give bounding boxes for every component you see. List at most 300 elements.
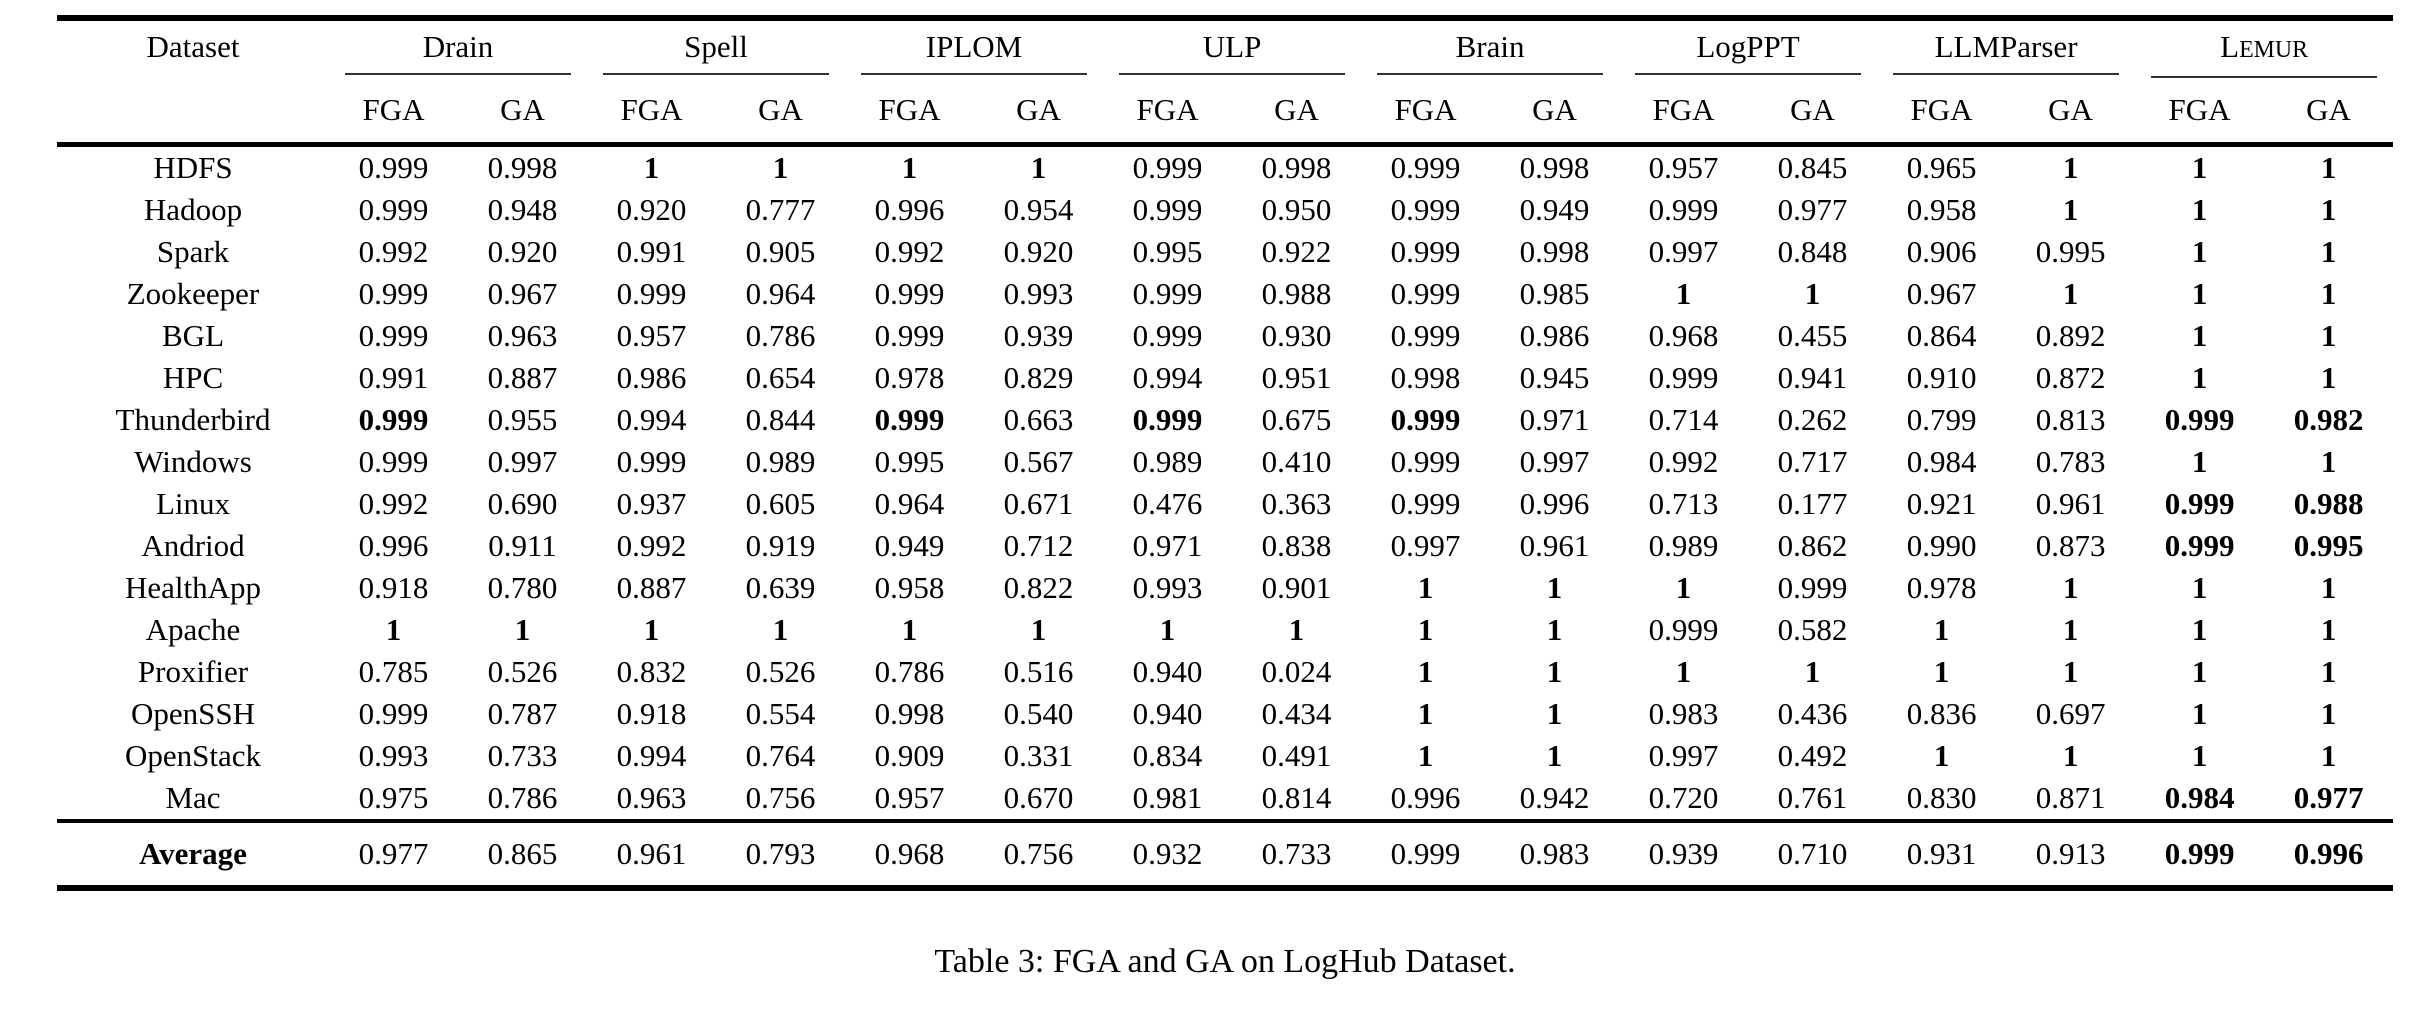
cell-value: 1 bbox=[2062, 570, 2079, 605]
table-container bbox=[57, 15, 2393, 891]
metric-header-drain-ga: GA bbox=[500, 92, 545, 127]
cell-value: 0.710 bbox=[1777, 836, 1848, 871]
cell-value: 1 bbox=[2191, 318, 2208, 353]
group-header-row bbox=[57, 18, 2393, 78]
cell-value: 0.996 bbox=[874, 192, 945, 227]
cell-value: 0.999 bbox=[358, 276, 429, 311]
group-header-llmparser bbox=[1877, 18, 2135, 78]
cell-value: 0.177 bbox=[1777, 486, 1848, 521]
cell-value: 0.786 bbox=[487, 780, 558, 815]
metric-header-brain-fga: FGA bbox=[1394, 92, 1457, 127]
row-label: Spark bbox=[156, 234, 230, 269]
cell-value: 1 bbox=[2191, 360, 2208, 395]
cell-value: 0.989 bbox=[1648, 528, 1719, 563]
table-row-average bbox=[57, 821, 2393, 888]
cell-value: 0.996 bbox=[1390, 780, 1461, 815]
table-row-linux bbox=[57, 483, 2393, 525]
cell-value: 0.995 bbox=[874, 444, 945, 479]
cell-value: 0.997 bbox=[1648, 234, 1719, 269]
cell-value: 1 bbox=[2191, 444, 2208, 479]
cell-value: 0.937 bbox=[616, 486, 687, 521]
table-header bbox=[57, 18, 2393, 145]
cell-value: 0.986 bbox=[616, 360, 687, 395]
group-header-spell bbox=[587, 18, 845, 78]
cell-value: 1 bbox=[514, 612, 531, 647]
cell-value: 1 bbox=[2062, 654, 2079, 689]
cell-value: 1 bbox=[1675, 654, 1692, 689]
cell-value: 0.945 bbox=[1519, 360, 1590, 395]
cell-value: 0.990 bbox=[1906, 528, 1977, 563]
cell-value: 0.957 bbox=[874, 780, 945, 815]
cell-value: 0.845 bbox=[1777, 150, 1848, 185]
cell-value: 0.567 bbox=[1003, 444, 1074, 479]
cell-value: 0.756 bbox=[1003, 836, 1074, 871]
cell-value: 0.993 bbox=[358, 738, 429, 773]
cell-value: 0.983 bbox=[1648, 696, 1719, 731]
cell-value: 1 bbox=[2062, 150, 2079, 185]
cell-value: 0.777 bbox=[745, 192, 816, 227]
metric-header-llmparser-ga: GA bbox=[2048, 92, 2093, 127]
cell-value: 0.989 bbox=[1132, 444, 1203, 479]
cell-value: 1 bbox=[2191, 276, 2208, 311]
cell-value: 0.995 bbox=[2293, 528, 2364, 563]
cell-value: 0.957 bbox=[616, 318, 687, 353]
cell-value: 1 bbox=[2191, 696, 2208, 731]
row-label: Average bbox=[139, 836, 247, 871]
cell-value: 0.476 bbox=[1132, 486, 1203, 521]
cell-value: 1 bbox=[1675, 276, 1692, 311]
cell-value: 0.939 bbox=[1648, 836, 1719, 871]
cell-value: 0.992 bbox=[358, 486, 429, 521]
cell-value: 0.977 bbox=[2293, 780, 2364, 815]
cell-value: 0.822 bbox=[1003, 570, 1074, 605]
col-header-dataset bbox=[57, 18, 329, 145]
cell-value: 0.993 bbox=[1132, 570, 1203, 605]
cell-value: 0.410 bbox=[1261, 444, 1332, 479]
metric-header-ulp-fga: FGA bbox=[1136, 92, 1199, 127]
cell-value: 1 bbox=[2320, 738, 2337, 773]
cell-value: 0.787 bbox=[487, 696, 558, 731]
row-label: HealthApp bbox=[124, 570, 262, 605]
cell-value: 0.712 bbox=[1003, 528, 1074, 563]
metric-header-iplom-ga: GA bbox=[1016, 92, 1061, 127]
cell-value: 1 bbox=[772, 612, 789, 647]
cell-value: 0.999 bbox=[1132, 318, 1203, 353]
cell-value: 0.965 bbox=[1906, 150, 1977, 185]
cell-value: 0.675 bbox=[1261, 402, 1332, 437]
cell-value: 0.985 bbox=[1519, 276, 1590, 311]
table-row-proxifier bbox=[57, 651, 2393, 693]
cell-value: 0.913 bbox=[2035, 836, 2106, 871]
cell-value: 0.982 bbox=[2293, 402, 2364, 437]
cell-value: 0.940 bbox=[1132, 696, 1203, 731]
cell-value: 1 bbox=[2320, 570, 2337, 605]
cell-value: 0.921 bbox=[1906, 486, 1977, 521]
cell-value: 0.799 bbox=[1906, 402, 1977, 437]
cell-value: 0.999 bbox=[1132, 276, 1203, 311]
cell-value: 0.975 bbox=[358, 780, 429, 815]
cell-value: 0.761 bbox=[1777, 780, 1848, 815]
cell-value: 0.540 bbox=[1003, 696, 1074, 731]
cell-value: 0.995 bbox=[1132, 234, 1203, 269]
table-row-spark bbox=[57, 231, 2393, 273]
cell-value: 1 bbox=[2320, 318, 2337, 353]
cell-value: 0.939 bbox=[1003, 318, 1074, 353]
cell-value: 0.911 bbox=[488, 528, 557, 563]
cell-value: 0.955 bbox=[487, 402, 558, 437]
cell-value: 1 bbox=[1159, 612, 1176, 647]
cell-value: 0.830 bbox=[1906, 780, 1977, 815]
cell-value: 0.997 bbox=[1519, 444, 1590, 479]
cell-value: 0.998 bbox=[1390, 360, 1461, 395]
cell-value: 0.971 bbox=[1132, 528, 1203, 563]
cell-value: 0.957 bbox=[1648, 150, 1719, 185]
group-label: Drain bbox=[422, 29, 494, 64]
cell-value: 0.964 bbox=[745, 276, 816, 311]
cell-value: 0.999 bbox=[874, 318, 945, 353]
cell-value: 0.948 bbox=[487, 192, 558, 227]
group-header-lemur bbox=[2135, 18, 2393, 78]
cell-value: 0.984 bbox=[1906, 444, 1977, 479]
cell-value: 1 bbox=[2191, 612, 2208, 647]
cell-value: 0.992 bbox=[616, 528, 687, 563]
row-label: Andriod bbox=[141, 528, 245, 563]
table-row-apache bbox=[57, 609, 2393, 651]
cell-value: 0.999 bbox=[2164, 528, 2235, 563]
cell-value: 0.793 bbox=[745, 836, 816, 871]
cell-value: 0.998 bbox=[1519, 234, 1590, 269]
cell-value: 0.554 bbox=[745, 696, 816, 731]
cell-value: 1 bbox=[2320, 276, 2337, 311]
cell-value: 0.892 bbox=[2035, 318, 2106, 353]
cell-value: 0.997 bbox=[1648, 738, 1719, 773]
table-row-thunderbird bbox=[57, 399, 2393, 441]
cell-value: 1 bbox=[2191, 738, 2208, 773]
cell-value: 0.977 bbox=[358, 836, 429, 871]
cell-value: 0.997 bbox=[487, 444, 558, 479]
metric-header-lemur-ga: GA bbox=[2306, 92, 2351, 127]
cell-value: 0.786 bbox=[745, 318, 816, 353]
table-row-mac bbox=[57, 777, 2393, 821]
cell-value: 0.999 bbox=[358, 444, 429, 479]
cell-value: 0.964 bbox=[874, 486, 945, 521]
cell-value: 1 bbox=[1933, 738, 1950, 773]
cell-value: 0.639 bbox=[745, 570, 816, 605]
cell-value: 0.999 bbox=[1390, 150, 1461, 185]
cell-value: 0.999 bbox=[358, 192, 429, 227]
cell-value: 0.930 bbox=[1261, 318, 1332, 353]
cell-value: 0.994 bbox=[616, 402, 687, 437]
cell-value: 0.999 bbox=[874, 402, 945, 437]
group-header-iplom bbox=[845, 18, 1103, 78]
cell-value: 1 bbox=[901, 612, 918, 647]
table-row-hdfs bbox=[57, 145, 2393, 190]
cell-value: 0.582 bbox=[1777, 612, 1848, 647]
cell-value: 0.605 bbox=[745, 486, 816, 521]
cell-value: 0.993 bbox=[1003, 276, 1074, 311]
cell-value: 0.996 bbox=[358, 528, 429, 563]
cell-value: 0.999 bbox=[616, 276, 687, 311]
cell-value: 0.832 bbox=[616, 654, 687, 689]
cell-value: 0.834 bbox=[1132, 738, 1203, 773]
cell-value: 0.909 bbox=[874, 738, 945, 773]
cell-value: 0.999 bbox=[1132, 402, 1203, 437]
cell-value: 0.922 bbox=[1261, 234, 1332, 269]
cell-value: 0.999 bbox=[358, 402, 429, 437]
cell-value: 0.918 bbox=[358, 570, 429, 605]
cell-value: 0.998 bbox=[1261, 150, 1332, 185]
row-label: HPC bbox=[162, 360, 224, 395]
dataset-header-label: Dataset bbox=[146, 29, 240, 64]
group-underline bbox=[1635, 73, 1861, 75]
cell-value: 0.989 bbox=[745, 444, 816, 479]
cell-value: 0.971 bbox=[1519, 402, 1590, 437]
group-header-ulp bbox=[1103, 18, 1361, 78]
cell-value: 1 bbox=[2320, 360, 2337, 395]
cell-value: 1 bbox=[1417, 570, 1434, 605]
cell-value: 0.363 bbox=[1261, 486, 1332, 521]
row-label: Thunderbird bbox=[115, 402, 271, 437]
cell-value: 1 bbox=[2191, 150, 2208, 185]
cell-value: 1 bbox=[2191, 192, 2208, 227]
cell-value: 1 bbox=[2062, 612, 2079, 647]
group-label: IPLOM bbox=[925, 29, 1023, 64]
cell-value: 0.954 bbox=[1003, 192, 1074, 227]
cell-value: 0.994 bbox=[1132, 360, 1203, 395]
table-row-zookeeper bbox=[57, 273, 2393, 315]
cell-value: 0.491 bbox=[1261, 738, 1332, 773]
group-label: LLMParser bbox=[1934, 29, 2078, 64]
cell-value: 0.436 bbox=[1777, 696, 1848, 731]
cell-value: 0.905 bbox=[745, 234, 816, 269]
cell-value: 0.950 bbox=[1261, 192, 1332, 227]
row-label: Apache bbox=[145, 612, 241, 647]
group-label: LogPPT bbox=[1696, 29, 1800, 64]
cell-value: 0.967 bbox=[487, 276, 558, 311]
cell-value: 0.516 bbox=[1003, 654, 1074, 689]
cell-value: 0.967 bbox=[1906, 276, 1977, 311]
cell-value: 0.864 bbox=[1906, 318, 1977, 353]
cell-value: 0.887 bbox=[616, 570, 687, 605]
cell-value: 1 bbox=[1030, 150, 1047, 185]
cell-value: 0.977 bbox=[1777, 192, 1848, 227]
row-label: Linux bbox=[155, 486, 231, 521]
cell-value: 0.988 bbox=[1261, 276, 1332, 311]
cell-value: 0.998 bbox=[487, 150, 558, 185]
cell-value: 0.764 bbox=[745, 738, 816, 773]
cell-value: 0.836 bbox=[1906, 696, 1977, 731]
cell-value: 1 bbox=[2320, 696, 2337, 731]
row-label: Windows bbox=[134, 444, 252, 479]
metric-header-llmparser-fga: FGA bbox=[1910, 92, 1973, 127]
cell-value: 0.920 bbox=[1003, 234, 1074, 269]
cell-value: 0.961 bbox=[2035, 486, 2106, 521]
cell-value: 0.783 bbox=[2035, 444, 2106, 479]
cell-value: 0.872 bbox=[2035, 360, 2106, 395]
cell-value: 0.918 bbox=[616, 696, 687, 731]
cell-value: 0.492 bbox=[1777, 738, 1848, 773]
cell-value: 0.998 bbox=[874, 696, 945, 731]
cell-value: 0.690 bbox=[487, 486, 558, 521]
table-row-openstack bbox=[57, 735, 2393, 777]
row-label: OpenSSH bbox=[130, 696, 255, 731]
cell-value: 0.871 bbox=[2035, 780, 2106, 815]
cell-value: 0.997 bbox=[1390, 528, 1461, 563]
cell-value: 1 bbox=[2062, 192, 2079, 227]
cell-value: 1 bbox=[2191, 654, 2208, 689]
cell-value: 0.963 bbox=[487, 318, 558, 353]
cell-value: 1 bbox=[1933, 612, 1950, 647]
cell-value: 0.958 bbox=[874, 570, 945, 605]
cell-value: 0.941 bbox=[1777, 360, 1848, 395]
cell-value: 0.671 bbox=[1003, 486, 1074, 521]
results-table bbox=[57, 15, 2393, 891]
cell-value: 0.873 bbox=[2035, 528, 2106, 563]
cell-value: 0.838 bbox=[1261, 528, 1332, 563]
group-underline bbox=[861, 73, 1087, 75]
cell-value: 0.999 bbox=[1390, 234, 1461, 269]
table-row-healthapp bbox=[57, 567, 2393, 609]
table-body bbox=[57, 145, 2393, 889]
cell-value: 0.024 bbox=[1261, 654, 1332, 689]
cell-value: 1 bbox=[2320, 444, 2337, 479]
cell-value: 0.714 bbox=[1648, 402, 1719, 437]
group-underline bbox=[1377, 73, 1603, 75]
cell-value: 0.999 bbox=[1132, 150, 1203, 185]
cell-value: 0.999 bbox=[358, 150, 429, 185]
cell-value: 0.951 bbox=[1261, 360, 1332, 395]
cell-value: 1 bbox=[1288, 612, 1305, 647]
cell-value: 0.996 bbox=[1519, 486, 1590, 521]
cell-value: 0.901 bbox=[1261, 570, 1332, 605]
cell-value: 0.968 bbox=[874, 836, 945, 871]
cell-value: 1 bbox=[1546, 738, 1563, 773]
metric-header-drain-fga: FGA bbox=[362, 92, 425, 127]
cell-value: 1 bbox=[1546, 570, 1563, 605]
cell-value: 1 bbox=[901, 150, 918, 185]
cell-value: 0.992 bbox=[874, 234, 945, 269]
group-label: LEMUR bbox=[2220, 29, 2308, 64]
cell-value: 0.992 bbox=[358, 234, 429, 269]
cell-value: 1 bbox=[2191, 570, 2208, 605]
group-underline bbox=[1893, 73, 2119, 75]
group-header-drain bbox=[329, 18, 587, 78]
cell-value: 1 bbox=[1546, 696, 1563, 731]
cell-value: 1 bbox=[1417, 738, 1434, 773]
row-label: Mac bbox=[165, 780, 221, 815]
metric-header-logppt-ga: GA bbox=[1790, 92, 1835, 127]
cell-value: 0.999 bbox=[1390, 444, 1461, 479]
cell-value: 0.961 bbox=[616, 836, 687, 871]
cell-value: 0.829 bbox=[1003, 360, 1074, 395]
metric-header-lemur-fga: FGA bbox=[2168, 92, 2231, 127]
row-label: HDFS bbox=[153, 150, 233, 185]
cell-value: 0.999 bbox=[358, 696, 429, 731]
cell-value: 0.785 bbox=[358, 654, 429, 689]
cell-value: 0.984 bbox=[2164, 780, 2235, 815]
table-row-hadoop bbox=[57, 189, 2393, 231]
cell-value: 0.733 bbox=[1261, 836, 1332, 871]
cell-value: 0.720 bbox=[1648, 780, 1719, 815]
cell-value: 0.949 bbox=[874, 528, 945, 563]
cell-value: 1 bbox=[2320, 234, 2337, 269]
cell-value: 1 bbox=[2320, 192, 2337, 227]
cell-value: 0.910 bbox=[1906, 360, 1977, 395]
cell-value: 0.717 bbox=[1777, 444, 1848, 479]
cell-value: 0.526 bbox=[487, 654, 558, 689]
metric-header-spell-ga: GA bbox=[758, 92, 803, 127]
cell-value: 1 bbox=[643, 150, 660, 185]
cell-value: 0.999 bbox=[1648, 360, 1719, 395]
cell-value: 0.786 bbox=[874, 654, 945, 689]
group-underline bbox=[1119, 73, 1345, 75]
cell-value: 0.887 bbox=[487, 360, 558, 395]
cell-value: 1 bbox=[1417, 696, 1434, 731]
cell-value: 1 bbox=[1804, 276, 1821, 311]
cell-value: 0.780 bbox=[487, 570, 558, 605]
cell-value: 1 bbox=[1417, 654, 1434, 689]
cell-value: 0.920 bbox=[487, 234, 558, 269]
cell-value: 1 bbox=[2320, 612, 2337, 647]
table-caption: Table 3: FGA and GA on LogHub Dataset. bbox=[934, 943, 1516, 980]
cell-value: 0.942 bbox=[1519, 780, 1590, 815]
group-label: Spell bbox=[684, 29, 748, 64]
cell-value: 0.862 bbox=[1777, 528, 1848, 563]
cell-value: 0.999 bbox=[358, 318, 429, 353]
cell-value: 1 bbox=[2062, 276, 2079, 311]
cell-value: 0.991 bbox=[616, 234, 687, 269]
cell-value: 0.999 bbox=[1390, 486, 1461, 521]
cell-value: 0.978 bbox=[1906, 570, 1977, 605]
cell-value: 0.932 bbox=[1132, 836, 1203, 871]
group-header-logppt bbox=[1619, 18, 1877, 78]
cell-value: 0.663 bbox=[1003, 402, 1074, 437]
cell-value: 0.986 bbox=[1519, 318, 1590, 353]
metric-header-row bbox=[57, 78, 2393, 145]
row-label: OpenStack bbox=[124, 738, 262, 773]
cell-value: 1 bbox=[385, 612, 402, 647]
cell-value: 1 bbox=[2320, 654, 2337, 689]
metric-header-spell-fga: FGA bbox=[620, 92, 683, 127]
cell-value: 0.978 bbox=[874, 360, 945, 395]
cell-value: 0.848 bbox=[1777, 234, 1848, 269]
cell-value: 0.996 bbox=[2293, 836, 2364, 871]
table-row-hpc bbox=[57, 357, 2393, 399]
cell-value: 0.999 bbox=[1132, 192, 1203, 227]
cell-value: 1 bbox=[1675, 570, 1692, 605]
cell-value: 0.331 bbox=[1003, 738, 1074, 773]
row-label: Hadoop bbox=[143, 192, 243, 227]
cell-value: 0.988 bbox=[2293, 486, 2364, 521]
group-header-brain bbox=[1361, 18, 1619, 78]
cell-value: 1 bbox=[643, 612, 660, 647]
cell-value: 0.756 bbox=[745, 780, 816, 815]
cell-value: 0.994 bbox=[616, 738, 687, 773]
cell-value: 0.949 bbox=[1519, 192, 1590, 227]
cell-value: 1 bbox=[2320, 150, 2337, 185]
row-label: BGL bbox=[162, 318, 224, 353]
cell-value: 0.906 bbox=[1906, 234, 1977, 269]
cell-value: 0.998 bbox=[1519, 150, 1590, 185]
metric-header-brain-ga: GA bbox=[1532, 92, 1577, 127]
group-underline bbox=[603, 73, 829, 75]
cell-value: 1 bbox=[2062, 738, 2079, 773]
cell-value: 1 bbox=[2191, 234, 2208, 269]
cell-value: 1 bbox=[1417, 612, 1434, 647]
cell-value: 0.262 bbox=[1777, 402, 1848, 437]
cell-value: 0.981 bbox=[1132, 780, 1203, 815]
table-row-openssh bbox=[57, 693, 2393, 735]
